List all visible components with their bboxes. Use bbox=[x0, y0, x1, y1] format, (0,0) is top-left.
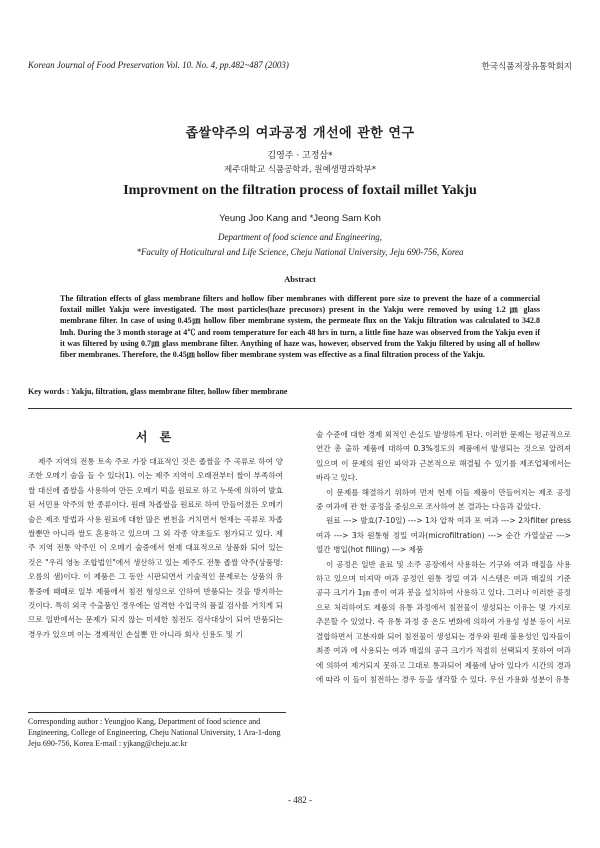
corresponding-author-footnote: Corresponding author : Yeungjoo Kang, Department of food science and Engineering, College of Engineering, Cheju National University, 1 Ara-1-dong Jeju 690-756, Korea E-mail : yjkang@cheju.ac.kr bbox=[28, 717, 281, 748]
abstract-heading: Abstract bbox=[284, 274, 316, 284]
korean-title: 좁쌀약주의 여과공정 개선에 관한 연구 bbox=[185, 126, 415, 141]
paragraph: 이 공정은 일반 윤료 및 소주 공장에서 사용하는 기구와 여과 매질을 사용하고 있으며 미져막 여과 공정인 원통 정밀 여과 시스템은 여과 매질의 기준 공극 크기가 1㎛ 종이 여과 봉을 설치하여 사용하고 있다. 그러나 이러한 공정으로 처리하여도 제품의 유통 과정에서 침전물이 생성되는 이유는 몇 가지로 추론할 수 있었다. 즉 유통 과정 중 온도 변화에 의하여 가용성 성분 등이 서로 결합하면서 고분자화 되어 침전물이 생성되는 경우와 원래 불용성인 입자들이 최종 여과 에 사용되는 여과 매질의 공극 크기가 적절히 선택되지 못하여 여과에 의하여 제거되지 못하고 그대로 통과되어 제품에 남아 있다가 시간의 경과에 따라 이 들이 침전하는 경우 등을 생각할 수 있다. 우선 가용화 성분이 유통 bbox=[316, 559, 571, 684]
english-authors: Yeung Joo Kang and *Jeong Sam Koh bbox=[219, 213, 381, 224]
keywords: Key words : Yakju, filtration, glass membrane filter, hollow fiber membrane bbox=[28, 387, 288, 396]
process-flow: 원료 ---> 발효(7-10일) ---> 1차 압착 여과 포 여과 ---> 2차filter press여과 ---> 3차 원통형 정밀 여과(microfiltration) ---> 순간 가열살균 ---> 열간 병입(hot filling) ---> 제품 bbox=[316, 516, 571, 555]
korean-affiliation: 제주대학교 식품공학과, 원예생명과학부* bbox=[224, 165, 376, 175]
page-number: - 482 - bbox=[288, 795, 312, 805]
section-title: 서 론 bbox=[135, 430, 176, 444]
paragraph: 술 수준에 대한 경제 외적인 손실도 발생하게 된다. 이러한 문제는 평균적으로 연간 총 출하 제품에 대하여 0.3%정도의 제품에서 발생되는 것으로 알려져 있으며 이 문제의 원인 파악과 근본적으로 해결될 수 있기를 제조업체에서는 바라고 있다. bbox=[316, 430, 571, 483]
affiliation-line-1: Department of food science and Engineering, bbox=[218, 232, 382, 242]
english-title: Improvment on the filtration process of foxtail millet Yakju bbox=[123, 183, 477, 198]
journal-citation: Korean Journal of Food Preservation Vol. 10. No. 4, pp.482~487 (2003) bbox=[28, 60, 289, 70]
abstract-text: The filtration effects of glass membrane filters and hollow fiber membranes with different pore size to prevent the haze of a commercial foxtail millet Yakju were investigated. The most particles(haze precusors) present in the Yakju were removed by using 1.2 ㎛ glass membrane filter. In case of using 0.45㎛ hollow fiber membrane system, the permeate flux on the Yakju filtration was calculated to 342.8 lmh. During the 3 month storage at 4℃ and room temperature for each 48 hrs in turn, a little fine haze was observed from the Yakju even if it was filtered by using 0.7㎛ glass membrane filter. Anything of haze was, however, observed from the Yakju filtered by using all of hollow fiber membranes. Therefore, the 0.45㎛ hollow fiber membrane system was effective as a final filtration process of the Yakju. bbox=[60, 294, 540, 360]
paragraph: 제주 지역의 전통 토속 주로 가장 대표적인 것은 좁쌀을 주 곡류로 하여 양조한 오메기 술을 들 수 있다(1). 이는 제주 지역이 오래전부터 쌀이 부족하여 쌀 대신에 좁쌀을 사용하여 만든 오메기 떡을 원료로 하고 누룩에 의하여 발효된 서민용 약주의 한 종류이다. 원래 차좁쌀을 원료로 하여 만들어졌든 오메기 술은 제조 방법과 사용 원료에 대한 많은 변천을 거치면서 현재는 곡류로 차좁쌀뿐만 아니라 쌀도 혼용하고 있으며 그 외 각종 약초들도 첨가되고 있다. 제주 지역 전통 약주인 이 오메기 술중에서 현재 대표적으로 상품화 되어 있는 것은 "우리 영농 조합법인"에서 생산하고 있는 제주도 전통 좁쌀 약주(상품명: 오름의 샘)이다. 이 제품은 그 동안 시판되면서 기술적인 문제로는 상품의 유통중에 때때로 일부 제품에서 침전 형성으로 인하여 반품되는 것을 방지하는 것이다. 특히 외국 수출품인 경우에는 엄격한 수입국의 품질 검사를 거치게 되므로 일반에서는 문제가 되지 않는 미세한 침전도 검사대상이 되어 반품되는 경우가 있으며 이는 경제적인 손실뿐 만 아니라 회사 신용도 및 기 bbox=[28, 457, 283, 639]
korean-authors: 김영주 · 고정삼* bbox=[267, 151, 333, 161]
paragraph: 이 문제를 해결하기 위하여 먼저 현재 이들 제품이 만들어지는 제조 공정 중 여과에 관 한 공정을 중심으로 조사하여 본 결과는 다음과 같았다. bbox=[316, 487, 571, 512]
affiliation-line-2: *Faculty of Hoticultural and Life Science, Cheju National University, Jeju 690-756, Korea bbox=[136, 247, 464, 257]
footnote-rule bbox=[28, 712, 286, 713]
left-column bbox=[28, 455, 283, 642]
right-column bbox=[316, 428, 571, 687]
divider-line bbox=[28, 408, 572, 409]
running-header bbox=[28, 60, 572, 70]
society-name: 한국식품저장유통학회지 bbox=[481, 62, 572, 72]
